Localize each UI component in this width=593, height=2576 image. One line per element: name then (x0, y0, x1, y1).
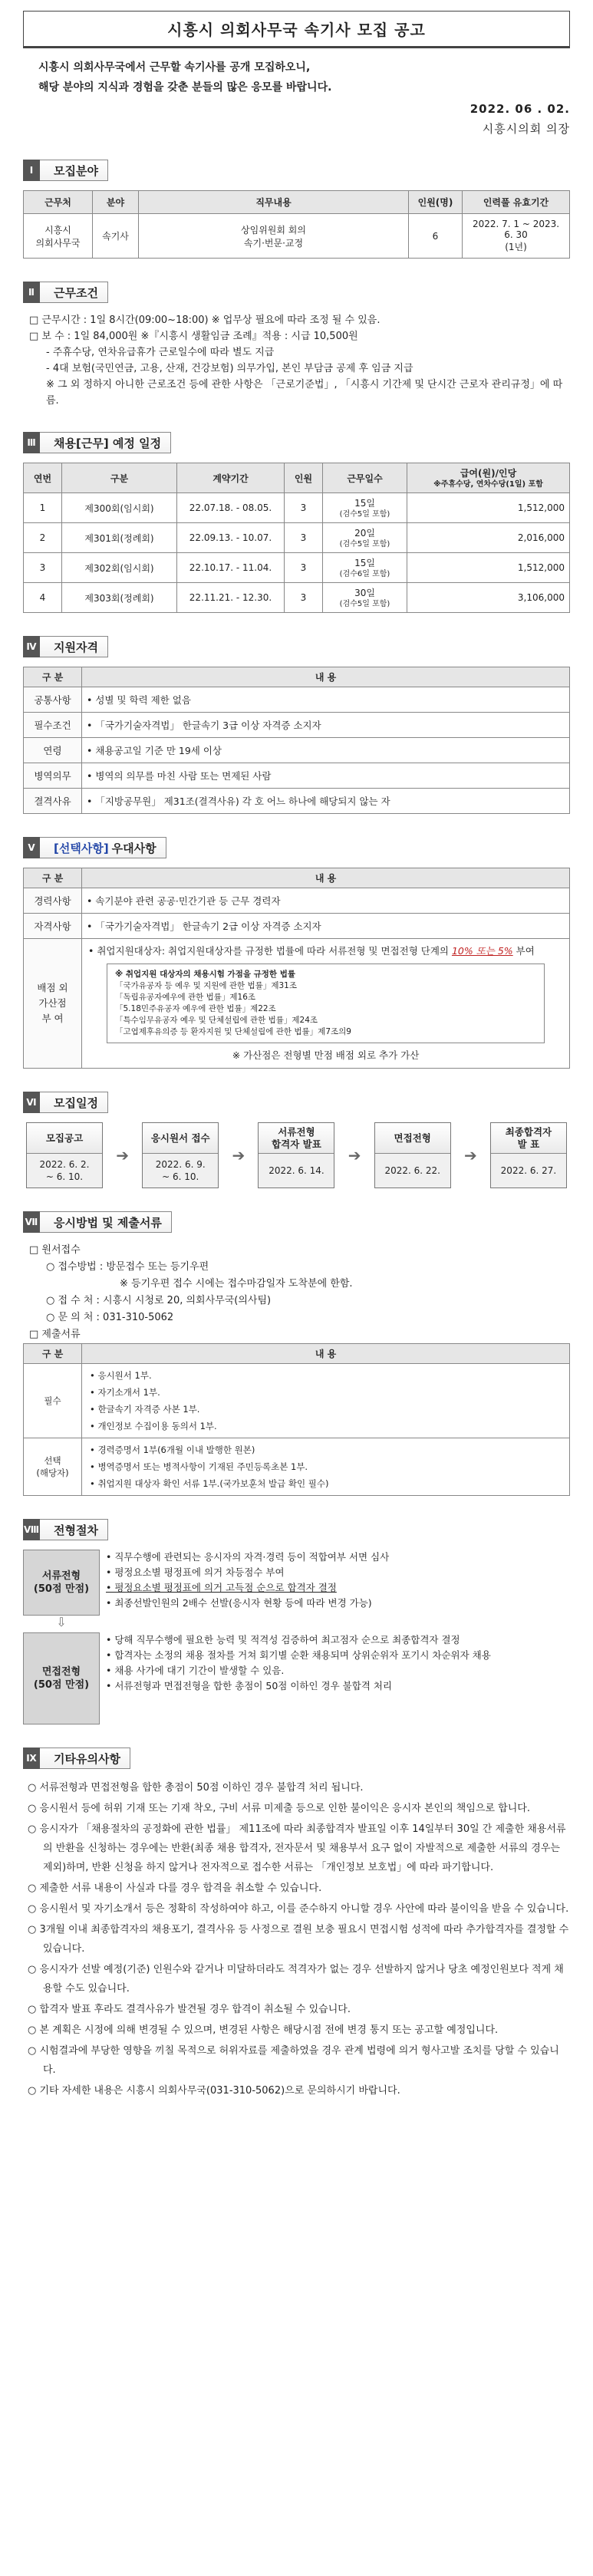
col-header: 직무내용 (139, 191, 409, 214)
note-item: ○ 시험결과에 부당한 영향을 끼칠 목적으로 허위자료를 제출하였을 경우 관계 법령에 의거 형사고발 조치를 당할 수 있습니다. (28, 2045, 559, 2076)
days: 15일 (354, 558, 375, 568)
days: 15일 (354, 498, 375, 509)
section-header (23, 1748, 570, 1769)
apply-phone: ○ 문 의 처 : 031-310-5062 (46, 1312, 174, 1323)
doc-item: • 경력증명서 1부(6개월 이내 발행한 원본) (90, 1444, 255, 1455)
col-header: 인력풀 유효기간 (463, 191, 570, 214)
table-row (24, 1364, 570, 1438)
cell-no: 4 (24, 583, 62, 613)
section-label: 채용[근무] 예정 일정 (40, 432, 171, 453)
process-item: • 서류전형과 면접전형을 합한 총점이 50점 이하인 경우 불합격 처리 (106, 1680, 392, 1692)
arrow-right-icon: ➔ (232, 1146, 245, 1164)
section-label: 지원자격 (40, 636, 108, 657)
table-row (24, 553, 570, 583)
days-note: (검수6일 포함) (339, 570, 390, 578)
bonus-foot: ※ 가산점은 전형별 만점 배점 외로 추가 가산 (232, 1049, 420, 1061)
table-row (24, 738, 570, 763)
section-header (23, 636, 570, 657)
section-header (23, 837, 570, 858)
section-header (23, 160, 570, 181)
schedule-table (23, 463, 570, 613)
apply-place: ○ 접 수 처 : 시흥시 시청로 20, 의회사무국(의사팀) (46, 1295, 272, 1306)
cell-days (323, 583, 407, 613)
cell-no: 1 (24, 493, 62, 523)
step-date: 2022. 6. 2. ~ 6. 10. (27, 1154, 102, 1188)
process-document (23, 1550, 570, 1616)
row-text: • 「국가기술자격법」 한글속기 2급 이상 자격증 소지자 (82, 914, 570, 939)
cell-div: 제300회(임시회) (62, 493, 177, 523)
section-label: 모집일정 (40, 1092, 108, 1113)
apply-heading: □ 원서접수 (29, 1244, 81, 1256)
doc-item: • 취업지원 대상자 확인 서류 1부.(국가보훈처 발급 확인 필수) (90, 1478, 329, 1489)
row-label: 필수 (24, 1364, 82, 1438)
arrow-right-icon: ➔ (116, 1146, 129, 1164)
section-number: Ⅵ (23, 1092, 40, 1113)
cell-pay: 3,106,000 (407, 583, 570, 613)
section-label: 기타유의사항 (40, 1748, 130, 1769)
page-title: 시흥시 의회사무국 속기사 모집 공고 (167, 21, 426, 39)
table-row (24, 888, 570, 914)
cell-no: 2 (24, 523, 62, 553)
condition-line: ※ 그 외 정하지 아니한 근로조건 등에 관한 사항은 「근로기준법」, 「시흥시 기간제 및 단시간 근로자 관리규정」에 따름. (46, 379, 563, 407)
col-header: 구분 (62, 463, 177, 493)
arrow-right-icon: ➔ (348, 1146, 361, 1164)
step-box (142, 1122, 219, 1188)
col-header: 인원(명) (409, 191, 463, 214)
days-note: (검수5일 포함) (339, 510, 390, 519)
row-text: • 속기분야 관련 공공·민간기관 등 근무 경력자 (82, 888, 570, 914)
doc-item: • 응시원서 1부. (90, 1370, 152, 1381)
apply-info (23, 1242, 570, 1343)
process-item: • 채용 사가에 대기 기간이 발생할 수 있음. (106, 1665, 285, 1676)
section-label: 응시방법 및 제출서류 (40, 1211, 172, 1233)
row-label: 병역의무 (24, 763, 82, 789)
section-number: Ⅳ (23, 636, 40, 657)
section-label (40, 837, 166, 858)
note-item: ○ 응시자가 「채용절차의 공정화에 관한 법률」 제11조에 따라 최종합격자 발표일 이후 14일부터 30일 간 제출한 채용서류의 반환을 신청하는 경우에는 반환(최종 채용 합격자, 전자문서 및 채용부서 요구 없이 자발적으로 제출한 서류의 경우는 제외)하며, 반환 신청을 하지 않거나 전자적으로 접수한 서류는 「개인정보 보호법」에 따라 파기합니다. (28, 1823, 566, 1873)
cell-period: 22.10.17. - 11.04. (177, 553, 285, 583)
table-row (24, 687, 570, 713)
section-number: Ⅸ (23, 1748, 40, 1769)
doc-item: • 개인정보 수집이용 동의서 1부. (90, 1421, 217, 1431)
table-row (24, 763, 570, 789)
col-header: 분야 (93, 191, 139, 214)
col-header: 내 용 (82, 1344, 570, 1364)
cell-period: 22.11.21. - 12.30. (177, 583, 285, 613)
process-interview (23, 1632, 570, 1724)
conditions (23, 312, 570, 409)
pay-header: 급여(원)/인당 (460, 468, 517, 479)
step-title: 모집공고 (27, 1123, 102, 1154)
days: 30일 (354, 588, 375, 598)
bonus-main (88, 944, 563, 959)
row-label: 선택 (해당자) (24, 1438, 82, 1496)
col-header: 계약기간 (177, 463, 285, 493)
cell-duties: 상임위원회 회의 속기·번문·교정 (139, 214, 409, 259)
step-box (490, 1122, 567, 1188)
cell-div: 제303회(정례회) (62, 583, 177, 613)
cell-div: 제301회(정례회) (62, 523, 177, 553)
note-item: ○ 3개월 이내 최종합격자의 채용포기, 결격사유 등 사정으로 결원 보충 필요시 면접시험 성적에 따라 추가합격자를 결정할 수 있습니다. (28, 1924, 569, 1955)
cell-no: 3 (24, 553, 62, 583)
section-label-tag: [선택사항] (54, 841, 109, 855)
process-item: • 합격자는 소정의 채용 절차를 거쳐 회기별 순환 채용되며 상위순위자 포기시 차순위자 채용 (106, 1649, 491, 1661)
law-note-title: ※ 취업지원 대상자의 채용시험 가점을 규정한 법률 (115, 970, 296, 979)
notice-date: 2022. 06 . 02. (469, 102, 570, 116)
row-label: 공통사항 (24, 687, 82, 713)
intro-text (23, 58, 570, 97)
section-header (23, 282, 570, 303)
intro-line: 해당 분야의 지식과 경험을 갖춘 분들의 많은 응모를 바랍니다. (38, 81, 332, 94)
table-row (24, 493, 570, 523)
law-item: 「5.18민주유공자 예우에 관한 법률」제22조 (115, 1004, 276, 1013)
row-text: • 병역의 의무를 마친 사람 또는 면제된 사람 (82, 763, 570, 789)
row-label: 배점 외 가산점 부 여 (24, 939, 82, 1069)
section-number: Ⅰ (23, 160, 40, 181)
table-row (24, 939, 570, 1069)
step-date: 2022. 6. 9. ~ 6. 10. (143, 1154, 218, 1188)
row-label: 자격사항 (24, 914, 82, 939)
step-date: 2022. 6. 27. (491, 1154, 566, 1188)
section-number: Ⅴ (23, 837, 40, 858)
note-item: ○ 본 계획은 시정에 의해 변경될 수 있으며, 변경된 사항은 해당시점 전에 변경 통지 또는 공고할 예정입니다. (28, 2024, 499, 2036)
col-header: 근무처 (24, 191, 93, 214)
section-label-text: 우대사항 (111, 841, 156, 855)
note-item: ○ 합격자 발표 후라도 결격사유가 발견될 경우 합격이 취소될 수 있습니다. (28, 2004, 351, 2015)
table-row (24, 1438, 570, 1496)
cell-count: 3 (285, 493, 323, 523)
col-header: 근무일수 (323, 463, 407, 493)
note-item: ○ 서류전형과 면접전형을 합한 총점이 50점 이하인 경우 불합격 처리 됩니다. (28, 1782, 364, 1794)
law-item: 「고엽제후유의증 등 환자지원 및 단체설립에 관한 법률」제7조의9 (115, 1027, 351, 1036)
cell-period: 22.07.18. - 08.05. (177, 493, 285, 523)
law-note-box (107, 964, 545, 1043)
documents-table (23, 1343, 570, 1496)
col-header: 구 분 (24, 868, 82, 888)
col-header: 연번 (24, 463, 62, 493)
step-title: 응시원서 접수 (143, 1123, 218, 1154)
apply-method-note: ※ 등기우편 접수 시에는 접수마감일자 도착분에 한함. (120, 1278, 353, 1290)
cell-div: 제302회(임시회) (62, 553, 177, 583)
cell-days (323, 523, 407, 553)
section-header (23, 1092, 570, 1113)
row-text: • 「국가기술자격법」 한글속기 3급 이상 자격증 소지자 (82, 713, 570, 738)
section-header (23, 432, 570, 453)
note-item: ○ 제출한 서류 내용이 사실과 다를 경우 합격을 취소할 수 있습니다. (28, 1883, 322, 1894)
col-header: 구 분 (24, 667, 82, 687)
cell-pay: 1,512,000 (407, 493, 570, 523)
notes-list (23, 1778, 570, 2100)
table-row (24, 789, 570, 814)
cell-count: 6 (409, 214, 463, 259)
row-text: • 채용공고일 기준 만 19세 이상 (82, 738, 570, 763)
step-box (258, 1122, 334, 1188)
condition-line: - 주휴수당, 연차유급휴가 근로일수에 따라 별도 지급 (46, 347, 275, 358)
table-row (24, 713, 570, 738)
bonus-tail: 부여 (512, 945, 535, 957)
cell-days (323, 553, 407, 583)
col-header: 구 분 (24, 1344, 82, 1364)
bonus-cell (82, 939, 570, 1069)
days-note: (검수5일 포함) (339, 540, 390, 548)
table-row (24, 523, 570, 553)
step-date: 2022. 6. 22. (375, 1154, 450, 1188)
note-item: ○ 응시원서 및 자기소개서 등은 정확히 작성하여야 하고, 이를 준수하지 아니할 경우 사안에 따라 불이익을 받을 수 있습니다. (28, 1903, 569, 1915)
row-text: • 성별 및 학력 제한 없음 (82, 687, 570, 713)
col-header: 인원 (285, 463, 323, 493)
cell-days (323, 493, 407, 523)
process-item: • 당해 직무수행에 필요한 능력 및 적격성 검증하여 최고점자 순으로 최종합격자 결정 (106, 1634, 460, 1645)
cell-pay: 2,016,000 (407, 523, 570, 553)
law-item: 「독립유공자예우에 관한 법률」제16조 (115, 993, 256, 1002)
process-box: 서류전형 (50점 만점) (23, 1550, 100, 1616)
process-item: • 직무수행에 관련되는 응시자의 자격·경력 등이 적합여부 서면 심사 (106, 1551, 390, 1563)
step-box (374, 1122, 451, 1188)
section-label: 전형절차 (40, 1519, 108, 1540)
cell-period: 22.09.13. - 10.07. (177, 523, 285, 553)
note-item: ○ 응시원서 등에 허위 기재 또는 기재 착오, 구비 서류 미제출 등으로 인한 불이익은 응시자 본인의 책임으로 합니다. (28, 1803, 530, 1814)
section-label: 근무조건 (40, 282, 108, 303)
step-box (26, 1122, 103, 1188)
cell-validity: 2022. 7. 1 ~ 2023. 6. 30 (1년) (463, 214, 570, 259)
arrow-down-icon: ⇩ (56, 1615, 67, 1629)
doc-item: • 병역증명서 또는 병적사항이 기재된 주민등록초본 1부. (90, 1461, 308, 1472)
condition-line: □ 근무시간 : 1일 8시간(09:00~18:00) ※ 업무상 필요에 따라 조정 될 수 있음. (29, 315, 381, 326)
cell-count: 3 (285, 523, 323, 553)
required-docs (82, 1364, 570, 1438)
title-box (23, 11, 570, 48)
step-title: 최종합격자 발 표 (491, 1123, 566, 1154)
section-header (23, 1519, 570, 1540)
section-number: Ⅶ (23, 1211, 40, 1233)
days-note: (검수5일 포함) (339, 600, 390, 608)
col-header: 내 용 (82, 667, 570, 687)
cell-place: 시흥시 의회사무국 (24, 214, 93, 259)
process-box: 면접전형 (50점 만점) (23, 1632, 100, 1724)
step-date: 2022. 6. 14. (259, 1154, 334, 1188)
docs-heading: □ 제출서류 (29, 1329, 81, 1340)
doc-item: • 자기소개서 1부. (90, 1387, 160, 1398)
col-header: 내 용 (82, 868, 570, 888)
section-label: 모집분야 (40, 160, 108, 181)
schedule-steps (23, 1122, 570, 1188)
row-label: 연령 (24, 738, 82, 763)
intro-line: 시흥시 의회사무국에서 근무할 속기사를 공개 모집하오니, (38, 61, 311, 74)
condition-line: - 4대 보험(국민연금, 고용, 산재, 건강보험) 의무가입, 본인 부담금 공제 후 임금 지급 (46, 363, 413, 374)
process-items (100, 1550, 570, 1616)
issuer: 시흥시의회 의장 (482, 122, 570, 136)
days: 20일 (354, 528, 375, 539)
row-label: 경력사항 (24, 888, 82, 914)
bonus-text: • 취업지원대상자: 취업지원대상자를 규정한 법률에 따라 서류전형 및 면접전형 단계의 (88, 945, 452, 957)
step-title: 서류전형 합격자 발표 (259, 1123, 334, 1154)
cell-count: 3 (285, 553, 323, 583)
process-item: • 최종선발인원의 2배수 선발(응시자 현황 등에 따라 변경 가능) (106, 1597, 372, 1609)
pay-header-note: ※주휴수당, 연차수당(1일) 포함 (433, 480, 543, 489)
step-title: 면접전형 (375, 1123, 450, 1154)
apply-method: ○ 접수방법 : 방문접수 또는 등기우편 (46, 1261, 209, 1273)
table-row (24, 583, 570, 613)
cell-pay: 1,512,000 (407, 553, 570, 583)
col-header (407, 463, 570, 493)
section-header (23, 1211, 570, 1233)
doc-item: • 한글속기 자격증 사본 1부. (90, 1404, 200, 1415)
law-item: 「국가유공자 등 예우 및 지원에 관한 법률」제31조 (115, 981, 297, 990)
qualification-table (23, 667, 570, 814)
note-item: ○ 기타 자세한 내용은 시흥시 의회사무국(031-310-5062)으로 문의하시기 바랍니다. (28, 2085, 400, 2097)
row-label: 필수조건 (24, 713, 82, 738)
law-item: 「특수임무유공자 예우 및 단체설립에 관한 법률」제24조 (115, 1016, 318, 1025)
process-item: • 평정요소별 평정표에 의거 고득점 순으로 합격자 결정 (106, 1582, 337, 1593)
process-items (100, 1632, 570, 1724)
arrow-right-icon: ➔ (463, 1146, 477, 1164)
optional-docs (82, 1438, 570, 1496)
row-label: 결격사유 (24, 789, 82, 814)
preference-table (23, 868, 570, 1069)
cell-count: 3 (285, 583, 323, 613)
section-number: Ⅱ (23, 282, 40, 303)
section-number: Ⅲ (23, 432, 40, 453)
bonus-percent: 10% 또는 5% (451, 945, 513, 957)
table-row (24, 914, 570, 939)
recruit-table (23, 190, 570, 259)
process-item: • 평정요소별 평정표에 의거 차등점수 부여 (106, 1566, 285, 1578)
section-number: Ⅷ (23, 1519, 40, 1540)
note-item: ○ 응시자가 선발 예정(기준) 인원수와 같거나 미달하더라도 적격자가 없는 경우 선발하지 않거나 당초 예정인원보다 적게 채용할 수도 있습니다. (28, 1964, 564, 1995)
row-text: • 「지방공무원」 제31조(결격사유) 각 호 어느 하나에 해당되지 않는 자 (82, 789, 570, 814)
cell-field: 속기사 (93, 214, 139, 259)
condition-line: □ 보 수 : 1일 84,000원 ※『시흥시 생활임금 조례』적용 : 시급 10,500원 (29, 331, 358, 342)
